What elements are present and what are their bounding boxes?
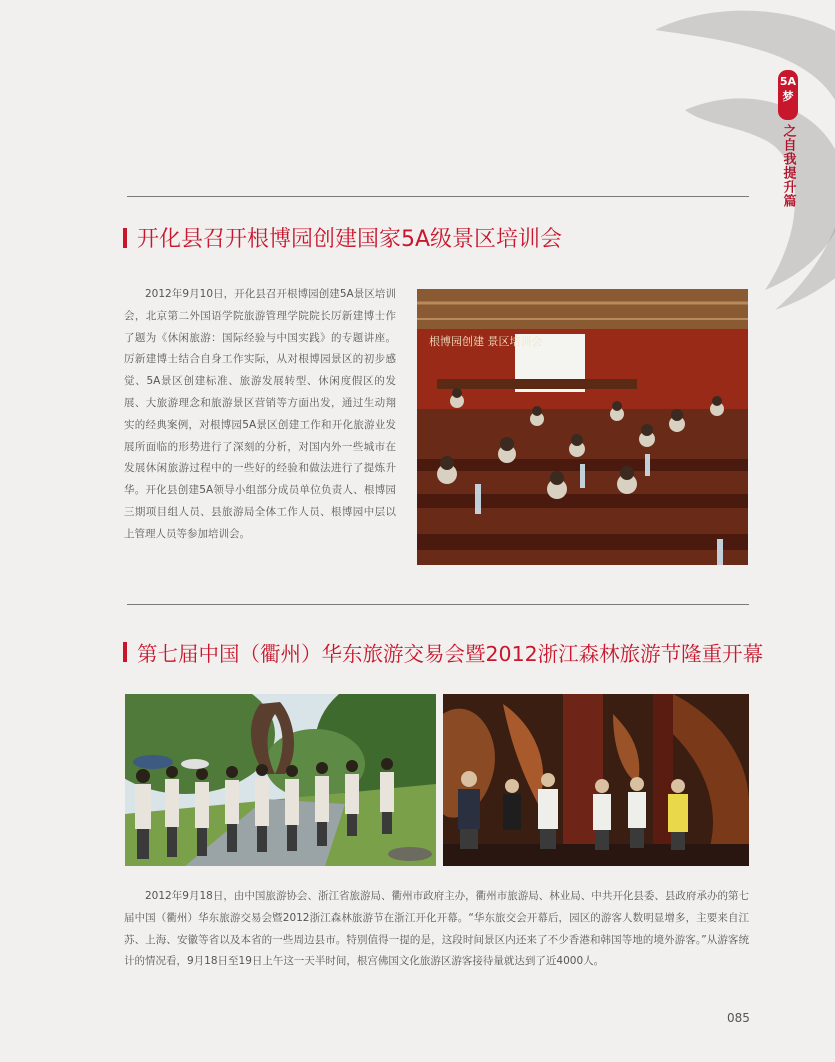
article-heading <box>123 222 562 253</box>
ink-brush-decoration <box>615 0 835 320</box>
side-tag-badge: 5A梦 <box>778 70 798 120</box>
heading-text: 第七届中国（衢州）华东旅游交易会暨2012浙江森林旅游节隆重开幕 <box>137 642 764 666</box>
body-paragraph: 2012年9月18日，由中国旅游协会、浙江省旅游局、衢州市政府主办，衢州市旅游局、林业局、中共开化县委、县政府承办的第七届中国（衢州）华东旅游交易会暨2012浙江森林旅游节在浙江开化开幕。“华东旅交会开幕后，园区的游客人数明显增多，主要来自江苏、上海、安徽等省以及本省的一些周边县市。特别值得一提的是，这段时间景区内还来了不少香港和韩国等地的境外游客。”从游客统计的情况看，9月18日至19日上午这一天半时间，根宫佛国文化旅游区游客接待量就达到了近4000人。 <box>124 890 749 968</box>
side-tag-text: 之自我提升篇 <box>780 124 796 208</box>
banner-text: 根博园创建 景区培训会 <box>429 335 543 348</box>
section-side-tag <box>777 70 799 208</box>
article-body <box>124 886 749 973</box>
heading-marker <box>123 228 127 248</box>
section-divider <box>127 604 749 605</box>
body-paragraph: 2012年9月10日，开化县召开根博园创建5A景区培训会，北京第二外国语学院旅游管理学院院长厉新建博士作了题为《休闲旅游：国际经验与中国实践》的专题讲座。厉新建博士结合自身工作实际，从对根博园景区的初步感觉、5A景区创建标准、旅游发展转型、休闲度假区的发展、大旅游理念和旅游景区营销等方面出发，通过生动翔实的经典案例，对根博园5A景区创建工作和开化旅游业发展所面临的形势进行了深刻的分析，对国内外一些城市在发展休闲旅游过程中的一些好的经验和做法进行了提炼升华。开化县创建5A领导小组部分成员单位负责人、根博园三期项目组人员、县旅游局全体工作人员、根博园中层以上管理人员等参加培训会。 <box>124 288 396 540</box>
article-body <box>124 284 396 546</box>
training-meeting-photo <box>417 289 748 565</box>
outdoor-visit-photo <box>125 694 436 866</box>
section-divider <box>127 196 749 197</box>
page-number: 085 <box>727 1011 750 1025</box>
heading-marker <box>123 642 127 662</box>
article-heading <box>123 637 763 667</box>
heading-text: 开化县召开根博园创建国家5A级景区培训会 <box>137 227 563 252</box>
root-carving-hall-photo <box>443 694 749 866</box>
